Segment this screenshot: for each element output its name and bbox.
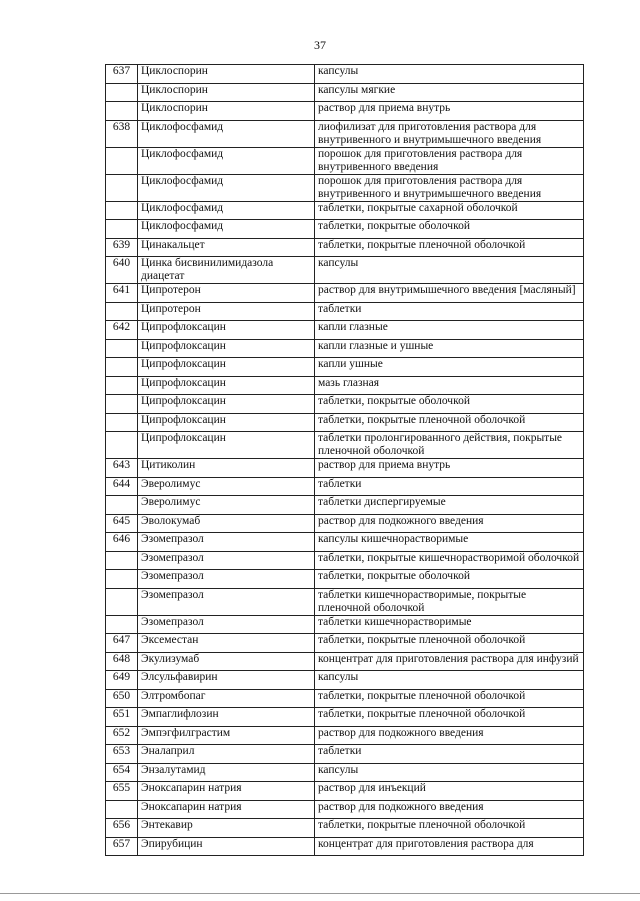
row-number-cell	[106, 102, 138, 121]
drug-name-cell: Ципрофлоксацин	[138, 395, 315, 414]
dosage-form-cell: мазь глазная	[315, 376, 584, 395]
row-number-cell	[106, 220, 138, 239]
dosage-form-cell: таблетки	[315, 745, 584, 764]
dosage-form-cell: капсулы	[315, 257, 584, 284]
row-number-cell: 651	[106, 708, 138, 727]
dosage-form-cell: таблетки диспергируемые	[315, 496, 584, 515]
dosage-form-cell: таблетки пролонгированного действия, покрытые пленочной оболочкой	[315, 432, 584, 459]
table-row	[106, 238, 584, 257]
table-row	[106, 634, 584, 653]
table-row	[106, 551, 584, 570]
drug-name-cell: Цинка бисвинилимидазола диацетат	[138, 257, 315, 284]
table-row	[106, 174, 584, 201]
row-number-cell: 643	[106, 459, 138, 478]
dosage-form-cell: таблетки, покрытые кишечнорастворимой оболочкой	[315, 551, 584, 570]
drug-name-cell: Энзалутамид	[138, 763, 315, 782]
table-row	[106, 477, 584, 496]
row-number-cell: 657	[106, 837, 138, 856]
table-row	[106, 652, 584, 671]
table-row	[106, 432, 584, 459]
dosage-form-cell: лиофилизат для приготовления раствора для внутривенного и внутримышечного введения	[315, 120, 584, 147]
drug-name-cell: Ципрофлоксацин	[138, 376, 315, 395]
row-number-cell	[106, 395, 138, 414]
row-number-cell: 644	[106, 477, 138, 496]
row-number-cell	[106, 570, 138, 589]
dosage-form-cell: раствор для подкожного введения	[315, 800, 584, 819]
dosage-form-cell: таблетки, покрытые сахарной оболочкой	[315, 201, 584, 220]
table-row	[106, 302, 584, 321]
drug-table-body	[106, 65, 584, 856]
row-number-cell	[106, 413, 138, 432]
row-number-cell	[106, 147, 138, 174]
table-row	[106, 514, 584, 533]
drug-name-cell: Циклофосфамид	[138, 201, 315, 220]
table-row	[106, 147, 584, 174]
dosage-form-cell: капсулы	[315, 671, 584, 690]
drug-name-cell: Эналаприл	[138, 745, 315, 764]
drug-name-cell: Цитиколин	[138, 459, 315, 478]
drug-name-cell: Ципрофлоксацин	[138, 358, 315, 377]
drug-name-cell: Циклоспорин	[138, 102, 315, 121]
table-row	[106, 83, 584, 102]
drug-name-cell: Циклофосфамид	[138, 120, 315, 147]
dosage-form-cell: капсулы	[315, 763, 584, 782]
table-row	[106, 819, 584, 838]
table-row	[106, 284, 584, 303]
row-number-cell	[106, 174, 138, 201]
table-row	[106, 800, 584, 819]
row-number-cell: 642	[106, 321, 138, 340]
row-number-cell: 638	[106, 120, 138, 147]
row-number-cell	[106, 551, 138, 570]
dosage-form-cell: концентрат для приготовления раствора для	[315, 837, 584, 856]
row-number-cell	[106, 201, 138, 220]
drug-name-cell: Циклофосфамид	[138, 220, 315, 239]
row-number-cell: 646	[106, 533, 138, 552]
dosage-form-cell: таблетки, покрытые оболочкой	[315, 220, 584, 239]
row-number-cell	[106, 800, 138, 819]
table-row	[106, 459, 584, 478]
drug-name-cell: Эмпэгфилграстим	[138, 726, 315, 745]
dosage-form-cell: таблетки	[315, 302, 584, 321]
table-row	[106, 588, 584, 615]
table-row	[106, 413, 584, 432]
drug-name-cell: Эксеместан	[138, 634, 315, 653]
dosage-form-cell: раствор для подкожного введения	[315, 726, 584, 745]
drug-name-cell: Эпирубицин	[138, 837, 315, 856]
dosage-form-cell: капли ушные	[315, 358, 584, 377]
dosage-form-cell: капсулы	[315, 65, 584, 84]
drug-name-cell: Элтромбопаг	[138, 689, 315, 708]
drug-name-cell: Эзомепразол	[138, 570, 315, 589]
dosage-form-cell: порошок для приготовления раствора для внутривенного введения	[315, 147, 584, 174]
table-row	[106, 120, 584, 147]
drug-name-cell: Ципрофлоксацин	[138, 432, 315, 459]
row-number-cell: 655	[106, 782, 138, 801]
drug-name-cell: Ципрофлоксацин	[138, 321, 315, 340]
page-number: 37	[314, 38, 326, 52]
drug-name-cell: Эзомепразол	[138, 615, 315, 634]
dosage-form-cell: раствор для приема внутрь	[315, 102, 584, 121]
dosage-form-cell: порошок для приготовления раствора для внутривенного и внутримышечного введения	[315, 174, 584, 201]
drug-name-cell: Ципротерон	[138, 284, 315, 303]
table-row	[106, 321, 584, 340]
dosage-form-cell: таблетки, покрытые пленочной оболочкой	[315, 413, 584, 432]
dosage-form-cell: капсулы мягкие	[315, 83, 584, 102]
drug-name-cell: Эверолимус	[138, 477, 315, 496]
row-number-cell: 645	[106, 514, 138, 533]
dosage-form-cell: таблетки, покрытые пленочной оболочкой	[315, 708, 584, 727]
dosage-form-cell: капли глазные и ушные	[315, 339, 584, 358]
drug-name-cell: Циклоспорин	[138, 83, 315, 102]
row-number-cell: 639	[106, 238, 138, 257]
row-number-cell: 652	[106, 726, 138, 745]
drug-name-cell: Эноксапарин натрия	[138, 782, 315, 801]
drug-name-cell: Циклоспорин	[138, 65, 315, 84]
table-row	[106, 763, 584, 782]
row-number-cell	[106, 83, 138, 102]
table-row	[106, 65, 584, 84]
drug-name-cell: Циклофосфамид	[138, 174, 315, 201]
drug-name-cell: Эмпаглифлозин	[138, 708, 315, 727]
row-number-cell: 641	[106, 284, 138, 303]
row-number-cell: 656	[106, 819, 138, 838]
row-number-cell	[106, 339, 138, 358]
table-row	[106, 257, 584, 284]
row-number-cell	[106, 302, 138, 321]
row-number-cell: 647	[106, 634, 138, 653]
dosage-form-cell: раствор для внутримышечного введения [масляный]	[315, 284, 584, 303]
drug-name-cell: Эноксапарин натрия	[138, 800, 315, 819]
dosage-form-cell: таблетки	[315, 477, 584, 496]
row-number-cell: 653	[106, 745, 138, 764]
row-number-cell: 648	[106, 652, 138, 671]
table-row	[106, 395, 584, 414]
dosage-form-cell: таблетки, покрытые пленочной оболочкой	[315, 634, 584, 653]
row-number-cell	[106, 358, 138, 377]
table-row	[106, 570, 584, 589]
drug-name-cell: Энтекавир	[138, 819, 315, 838]
page-bottom-divider	[0, 893, 640, 894]
table-row	[106, 358, 584, 377]
row-number-cell	[106, 615, 138, 634]
row-number-cell: 649	[106, 671, 138, 690]
drug-name-cell: Ципрофлоксацин	[138, 339, 315, 358]
table-row	[106, 220, 584, 239]
table-row	[106, 201, 584, 220]
drug-name-cell: Цинакальцет	[138, 238, 315, 257]
drug-name-cell: Ципрофлоксацин	[138, 413, 315, 432]
dosage-form-cell: таблетки кишечнорастворимые	[315, 615, 584, 634]
row-number-cell	[106, 496, 138, 515]
drug-name-cell: Эзомепразол	[138, 551, 315, 570]
drug-name-cell: Экулизумаб	[138, 652, 315, 671]
table-row	[106, 726, 584, 745]
drug-name-cell: Эволокумаб	[138, 514, 315, 533]
row-number-cell: 650	[106, 689, 138, 708]
table-row	[106, 745, 584, 764]
row-number-cell: 640	[106, 257, 138, 284]
row-number-cell: 637	[106, 65, 138, 84]
dosage-form-cell: таблетки, покрытые пленочной оболочкой	[315, 238, 584, 257]
dosage-form-cell: раствор для приема внутрь	[315, 459, 584, 478]
row-number-cell	[106, 588, 138, 615]
drug-name-cell: Эзомепразол	[138, 588, 315, 615]
drug-table	[105, 64, 584, 856]
drug-name-cell: Ципротерон	[138, 302, 315, 321]
dosage-form-cell: раствор для подкожного введения	[315, 514, 584, 533]
table-row	[106, 339, 584, 358]
table-row	[106, 671, 584, 690]
row-number-cell	[106, 376, 138, 395]
row-number-cell	[106, 432, 138, 459]
table-row	[106, 533, 584, 552]
dosage-form-cell: таблетки, покрытые оболочкой	[315, 395, 584, 414]
table-row	[106, 496, 584, 515]
table-row	[106, 689, 584, 708]
dosage-form-cell: концентрат для приготовления раствора для инфузий	[315, 652, 584, 671]
table-row	[106, 782, 584, 801]
dosage-form-cell: капсулы кишечнорастворимые	[315, 533, 584, 552]
dosage-form-cell: таблетки кишечнорастворимые, покрытые пленочной оболочкой	[315, 588, 584, 615]
drug-name-cell: Эзомепразол	[138, 533, 315, 552]
drug-name-cell: Циклофосфамид	[138, 147, 315, 174]
table-row	[106, 102, 584, 121]
table-row	[106, 615, 584, 634]
dosage-form-cell: капли глазные	[315, 321, 584, 340]
drug-name-cell: Эверолимус	[138, 496, 315, 515]
table-row	[106, 708, 584, 727]
row-number-cell: 654	[106, 763, 138, 782]
dosage-form-cell: раствор для инъекций	[315, 782, 584, 801]
dosage-form-cell: таблетки, покрытые пленочной оболочкой	[315, 819, 584, 838]
dosage-form-cell: таблетки, покрытые оболочкой	[315, 570, 584, 589]
table-row	[106, 837, 584, 856]
drug-name-cell: Элсульфавирин	[138, 671, 315, 690]
table-row	[106, 376, 584, 395]
dosage-form-cell: таблетки, покрытые пленочной оболочкой	[315, 689, 584, 708]
